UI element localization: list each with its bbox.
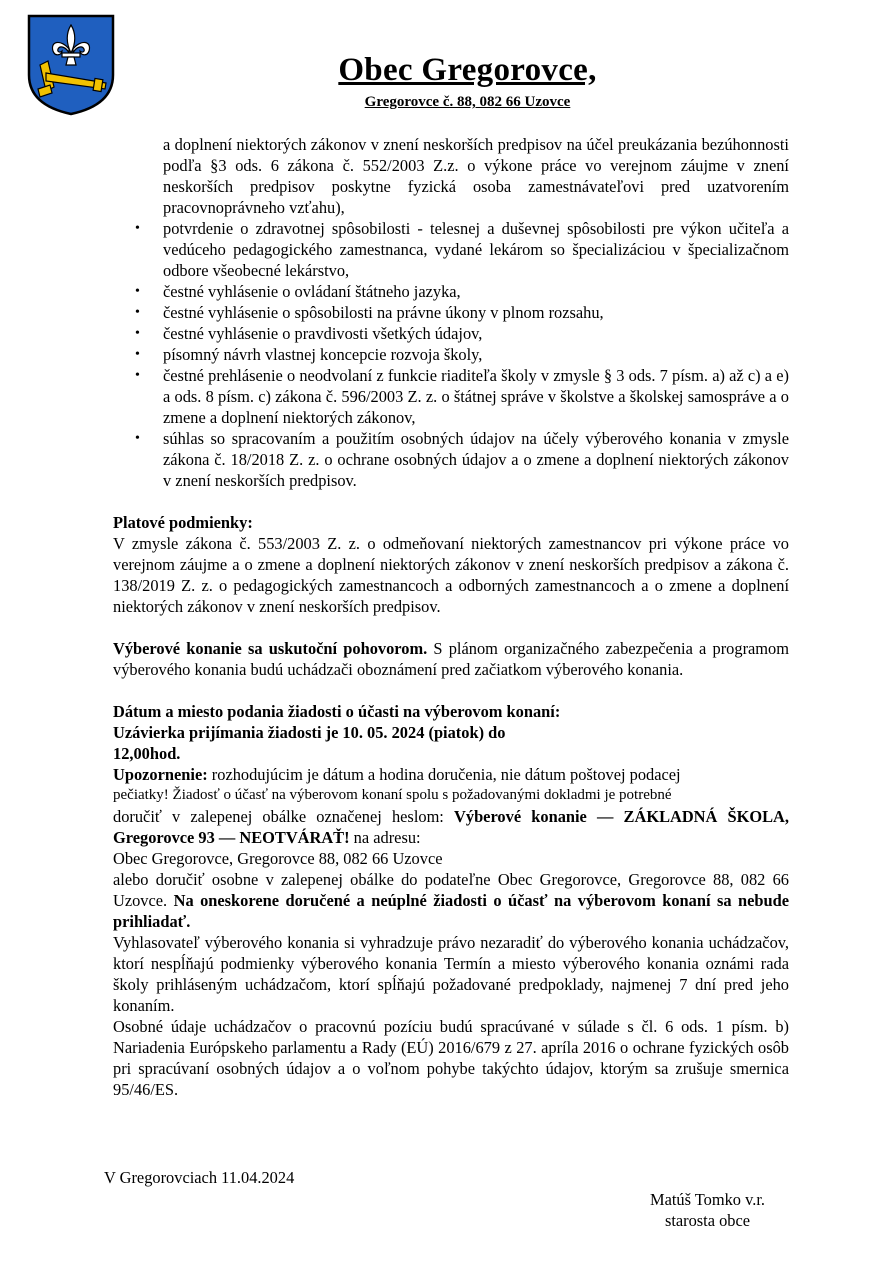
salary-text: V zmysle zákona č. 553/2003 Z. z. o odmeňovaní niektorých zamestnancov pri výkone práce vo verejnom záujme a o zmene a doplnení niektorých zákonov v znení neskorších predpisov a zákona č. 138/2019 Z. z. o pedagogických zamestnancoch a odborných zamestnancoch a o zmene a doplnení niektorých zákonov v znení neskorších predpisov. bbox=[113, 534, 789, 616]
document-body bbox=[113, 134, 789, 1100]
list-item: • čestné vyhlásenie o ovládaní štátneho jazyka, bbox=[135, 282, 461, 301]
bullet-icon: • bbox=[135, 305, 140, 320]
bullet-icon: • bbox=[135, 326, 140, 341]
list-item: • súhlas so spracovaním a použitím osobných údajov na účely výberového konania v zmysle zákona č. 18/2018 Z. z. o ochrane osobných údajov a o zmene a doplnení niektorých zákonov v znení neskorších predpisov. bbox=[135, 429, 789, 490]
warning-small-line: pečiatky! Žiadosť o účasť na výberovom konaní spolu s požadovanými dokladmi je potrebné bbox=[113, 787, 672, 803]
late-notice: Na oneskorene doručené a neúplné žiadosti o účasť na výberovom konaní sa nebude prihliadať. bbox=[113, 891, 789, 931]
personal-delivery: alebo doručiť osobne v zalepenej obálke do podateľne Obec Gregorovce, Gregorovce 88, 082 66 Uzovce. Na oneskorene doručené a neúplné žiadosti o účasť na výberovom konaní sa nebude prihliadať. bbox=[113, 870, 789, 931]
continued-paragraph: a doplnení niektorých zákonov v znení neskorších predpisov na účel preukázania bezúhonnosti podľa §3 ods. 6 zákona č. 552/2003 Z.z. o výkone práce vo verejnom záujme v znení neskorších predpisov poskytne fyzická osoba zamestnávateľovi pred uzatvorením pracovnoprávneho vzťahu), bbox=[163, 135, 789, 217]
warning-label: Upozornenie: bbox=[113, 765, 208, 784]
bullet-icon: • bbox=[135, 368, 140, 383]
place-and-date: V Gregorovciach 11.04.2024 bbox=[104, 1168, 295, 1187]
list-item: • písomný návrh vlastnej koncepcie rozvoja školy, bbox=[135, 345, 483, 364]
envelope-password: Výberové konanie — ZÁKLADNÁ ŠKOLA, Gregorovce 93 — NEOTVÁRAŤ! bbox=[113, 807, 789, 847]
deadline-line-1: Uzávierka prijímania žiadosti je 10. 05. 2024 (piatok) do bbox=[113, 723, 506, 742]
list-item: • čestné vyhlásenie o spôsobilosti na právne úkony v plnom rozsahu, bbox=[135, 303, 604, 322]
reserve-paragraph: Vyhlasovateľ výberového konania si vyhradzuje právo nezaradiť do výberového konania uchádzačov, ktorí nespĺňajú podmienky výberového konania Termín a miesto výberového konania oznámi rada školy prihláseným uchádzačom, ktorí spĺňajú požadované predpoklady, najmenej 7 dní pred jeho konaním. bbox=[113, 933, 789, 1015]
bullet-icon: • bbox=[135, 221, 140, 236]
municipality-title: Obec Gregorovce, bbox=[338, 52, 597, 88]
list-item: • čestné prehlásenie o neodvolaní z funkcie riaditeľa školy v zmysle § 3 ods. 7 písm. a) až c) a e) a ods. 8 písm. c) zákona č. 596/2003 Z. z. o štátnej správe v školstve a školskej samospráve a o zmene a doplnení niektorých zákonov, bbox=[135, 366, 789, 427]
list-item: • potvrdenie o zdravotnej spôsobilosti - telesnej a duševnej spôsobilosti pre výkon učiteľa a vedúceho pedagogického zamestnanca, vydané lekárom so špecializáciou v špecializačnom odbore všeobecné lekárstvo, bbox=[135, 219, 789, 280]
signature-block bbox=[620, 1189, 795, 1231]
requirements-list bbox=[113, 218, 789, 491]
list-item: • čestné vyhlásenie o pravdivosti všetkých údajov, bbox=[135, 324, 483, 343]
municipality-address: Gregorovce č. 88, 082 66 Uzovce bbox=[364, 94, 571, 110]
signatory-name: Matúš Tomko v.r. bbox=[650, 1190, 765, 1209]
bullet-icon: • bbox=[135, 284, 140, 299]
delivery-paragraph: doručiť v zalepenej obálke označenej heslom: Výberové konanie — ZÁKLADNÁ ŠKOLA, Gregorovce 93 — NEOTVÁRAŤ! na adresu: bbox=[113, 807, 789, 847]
salary-heading: Platové podmienky: bbox=[113, 513, 253, 532]
delivery-address: Obec Gregorovce, Gregorovce 88, 082 66 Uzovce bbox=[113, 849, 443, 868]
deadline-line-2: 12,00hod. bbox=[113, 744, 181, 763]
gdpr-paragraph: Osobné údaje uchádzačov o pracovnú pozíciu budú spracúvané v súlade s čl. 6 ods. 1 písm. b) Nariadenia Európskeho parlamentu a Rady (EÚ) 2016/679 z 27. apríla 2016 o ochrane fyzických osôb pri spracúvaní osobných údajov a o voľnom pohybe takýchto údajov, ktorým sa zrušuje smernica 95/46/ES. bbox=[113, 1017, 789, 1099]
warning-paragraph: Upozornenie: rozhodujúcim je dátum a hodina doručenia, nie dátum poštovej podacej bbox=[113, 765, 681, 784]
signatory-role: starosta obce bbox=[664, 1211, 751, 1230]
interview-paragraph: Výberové konanie sa uskutoční pohovorom. S plánom organizačného zabezpečenia a programom výberového konania budú uchádzači oboznámení pred začiatkom výberového konania. bbox=[113, 639, 789, 679]
bullet-icon: • bbox=[135, 431, 140, 446]
bullet-icon: • bbox=[135, 347, 140, 362]
interview-bold: Výberové konanie sa uskutoční pohovorom. bbox=[113, 639, 428, 658]
deadline-heading: Dátum a miesto podania žiadosti o účasti na výberovom konaní: bbox=[113, 702, 561, 721]
